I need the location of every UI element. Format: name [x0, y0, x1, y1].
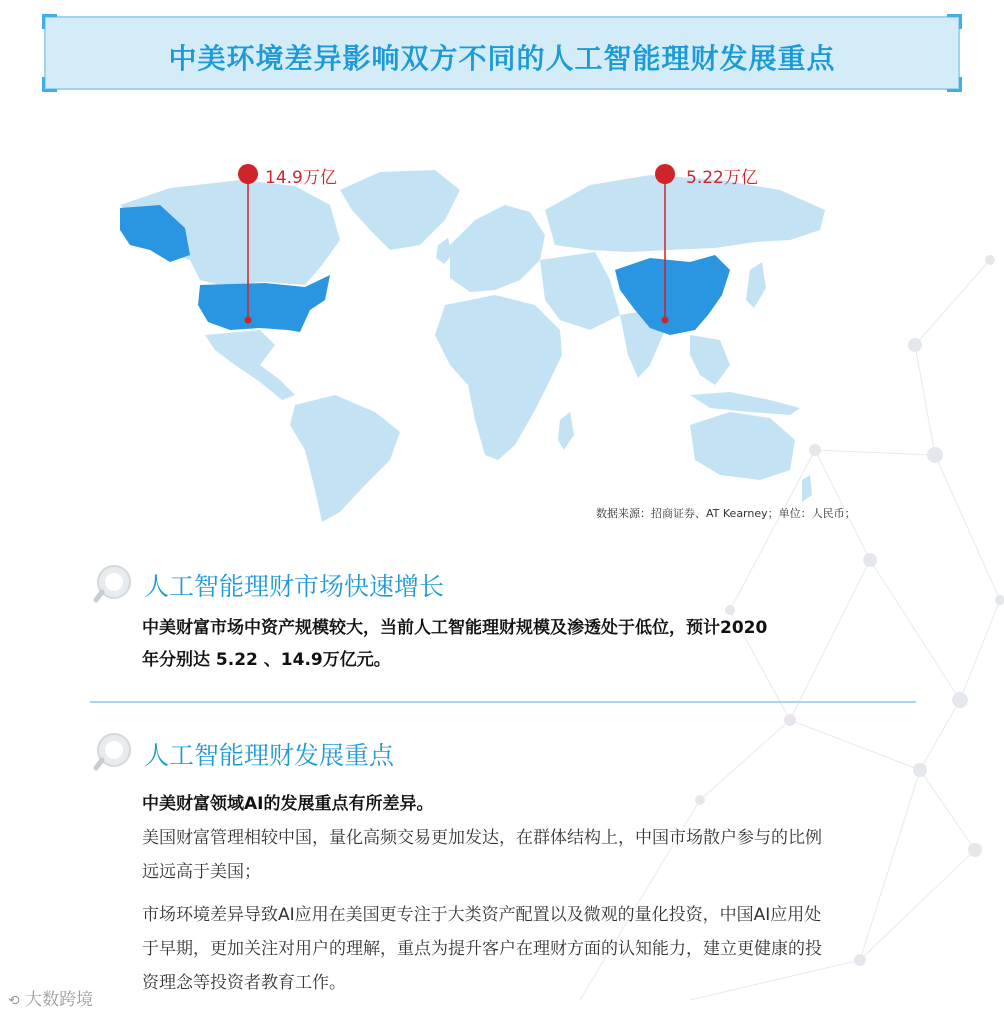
data-source-note: 数据来源：招商证券、AT Kearney；单位：人民币； [596, 507, 856, 520]
watermark [8, 985, 93, 1010]
map-landmass [120, 170, 825, 522]
magnifier-icon [92, 730, 134, 772]
watermark-text: 大数跨境 [25, 990, 94, 1010]
us-pin-label: 14.9万亿 [265, 168, 337, 188]
section2-line: 资理念等投资者教育工作。 [142, 973, 346, 993]
cn-pin-label: 5.22万亿 [686, 168, 758, 188]
section1-line2: 年分别达 5.22 、14.9万亿元。 [142, 650, 391, 670]
magnifier-icon [92, 562, 134, 604]
section2-title: 人工智能理财发展重点 [144, 741, 395, 770]
section2-line: 美国财富管理相较中国，量化高频交易更加发达，在群体结构上，中国市场散户参与的比例 [142, 828, 822, 848]
section2-line: 远远高于美国； [142, 862, 261, 882]
page-title: 中美环境差异影响双方不同的人工智能理财发展重点 [168, 42, 836, 75]
section2-lead: 中美财富领域AI的发展重点有所差异。 [142, 794, 434, 814]
section1-line1: 中美财富市场中资产规模较大，当前人工智能理财规模及渗透处于低位，预计2020 [142, 618, 768, 638]
section2-line: 市场环境差异导致AI应用在美国更专注于大类资产配置以及微观的量化投资，中国AI应用处 [142, 905, 822, 925]
world-map [90, 150, 850, 530]
section2-line: 于早期，更加关注对用户的理解，重点为提升客户在理财方面的认知能力，建立更健康的投 [142, 939, 822, 959]
section-divider [90, 701, 916, 703]
section1-title: 人工智能理财市场快速增长 [144, 572, 445, 601]
watermark-logo-icon: ⟲ [8, 993, 20, 1009]
title-banner [44, 16, 960, 90]
